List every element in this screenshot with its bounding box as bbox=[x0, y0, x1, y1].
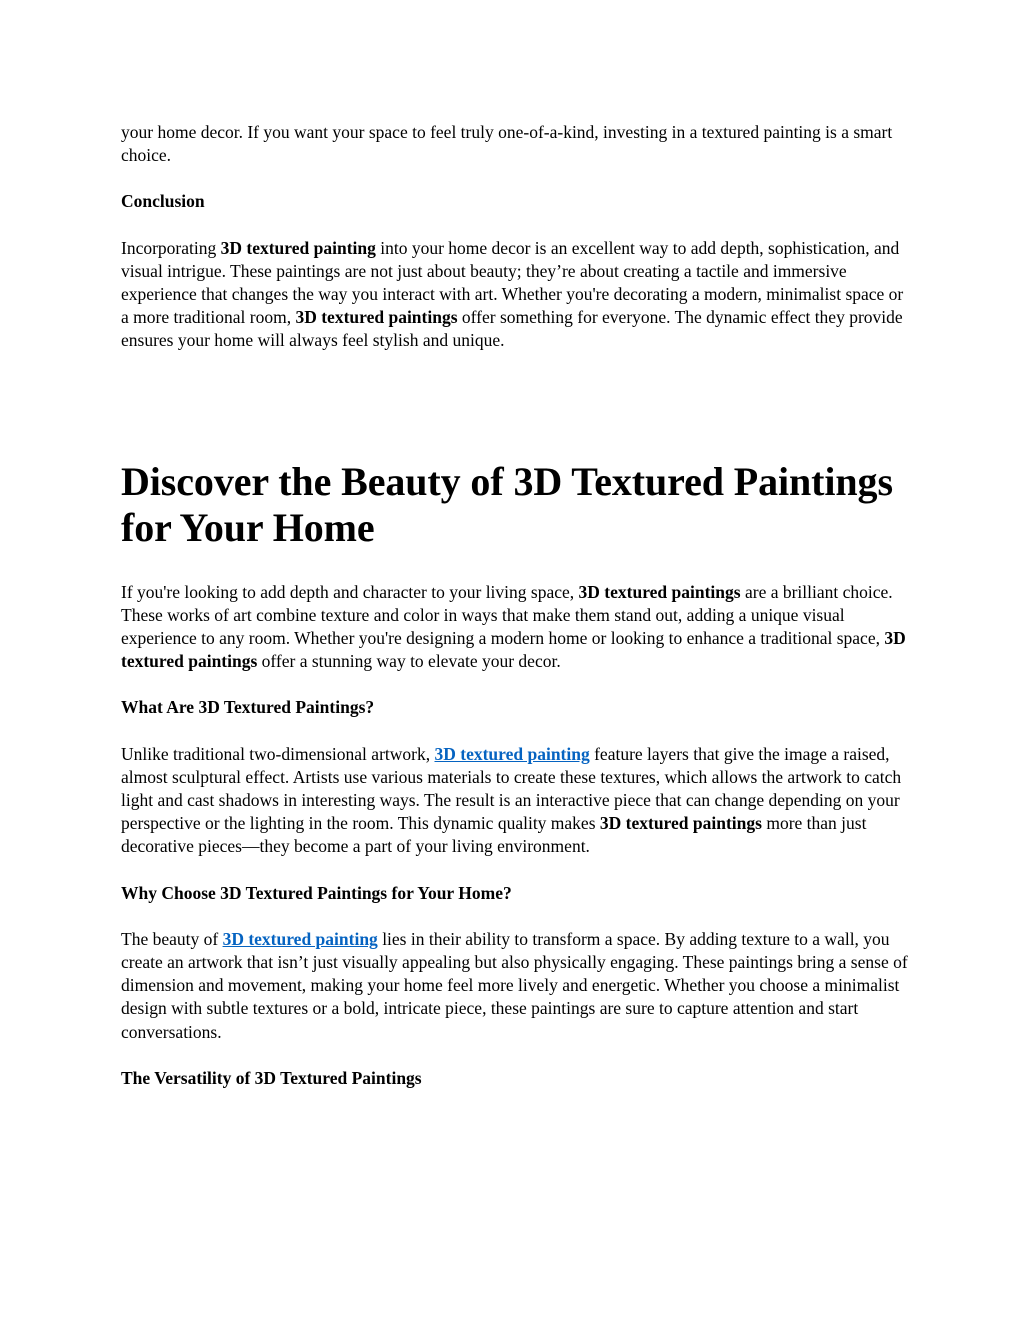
intro-bold-2: 3D textured paintings bbox=[121, 628, 906, 672]
textured-painting-link-1[interactable]: 3D textured painting bbox=[434, 743, 590, 764]
what-paragraph bbox=[121, 743, 911, 859]
what-text-1: Unlike traditional two-dimensional artwork, bbox=[121, 743, 435, 764]
conclusion-text-3: offer something for everyone. The dynamic effect they provide ensures your home will always feel stylish and unique. bbox=[121, 307, 903, 351]
what-text-2: feature layers that give the image a raised, almost sculptural effect. Artists use various materials to create these textures, which allows the artwork to catch light and cast shadows in interesting ways. The result is an interactive piece that can change depending on your perspective or the lighting in the room. This dynamic quality makes bbox=[121, 743, 902, 834]
conclusion-text-1: Incorporating bbox=[121, 237, 221, 258]
what-bold-1: 3D textured paintings bbox=[599, 813, 762, 834]
why-text-1: The beauty of bbox=[121, 928, 223, 949]
why-heading: Why Choose 3D Textured Paintings for Your Home? bbox=[121, 882, 512, 903]
intro-text-3: offer a stunning way to elevate your decor. bbox=[257, 651, 561, 672]
article-intro-paragraph bbox=[121, 581, 911, 674]
document-page bbox=[121, 121, 911, 1090]
intro-text-1: If you're looking to add depth and character to your living space, bbox=[121, 581, 579, 602]
article-title: Discover the Beauty of 3D Textured Paintings for Your Home bbox=[121, 458, 893, 550]
conclusion-heading: Conclusion bbox=[121, 191, 205, 212]
what-heading: What Are 3D Textured Paintings? bbox=[121, 697, 375, 718]
conclusion-text-2: into your home decor is an excellent way to add depth, sophistication, and visual intrigue. These paintings are not just about beauty; they’re about creating a tactile and immersive experience that changes the way you interact with art. Whether you're decorating a modern, minimalist space or a more traditional room, bbox=[121, 237, 904, 328]
textured-painting-link-2[interactable]: 3D textured painting bbox=[222, 928, 378, 949]
conclusion-bold-1: 3D textured painting bbox=[220, 237, 376, 258]
conclusion-paragraph bbox=[121, 237, 911, 353]
intro-bold-1: 3D textured paintings bbox=[578, 581, 741, 602]
intro-text-2: are a brilliant choice. These works of art combine texture and color in ways that make them stand out, adding a unique visual experience to any room. Whether you're designing a modern home or looking to enhance a traditional space, bbox=[121, 581, 893, 649]
intro-tail-paragraph bbox=[121, 121, 911, 167]
why-text-2: lies in their ability to transform a space. By adding texture to a wall, you create an artwork that isn’t just visually appealing but also physically engaging. These paintings bring a sense of dimension and movement, making your home feel more lively and energetic. Whether you choose a minimalist design with subtle textures or a bold, intricate piece, these paintings are sure to capture attention and start conversations. bbox=[121, 928, 908, 1042]
what-text-3: more than just decorative pieces—they become a part of your living environment. bbox=[121, 813, 867, 857]
versatility-heading: The Versatility of 3D Textured Paintings bbox=[121, 1067, 422, 1088]
why-paragraph bbox=[121, 928, 911, 1044]
intro-tail-text: your home decor. If you want your space to feel truly one-of-a-kind, investing in a textured painting is a smart choice. bbox=[121, 122, 893, 166]
conclusion-bold-2: 3D textured paintings bbox=[295, 307, 458, 328]
